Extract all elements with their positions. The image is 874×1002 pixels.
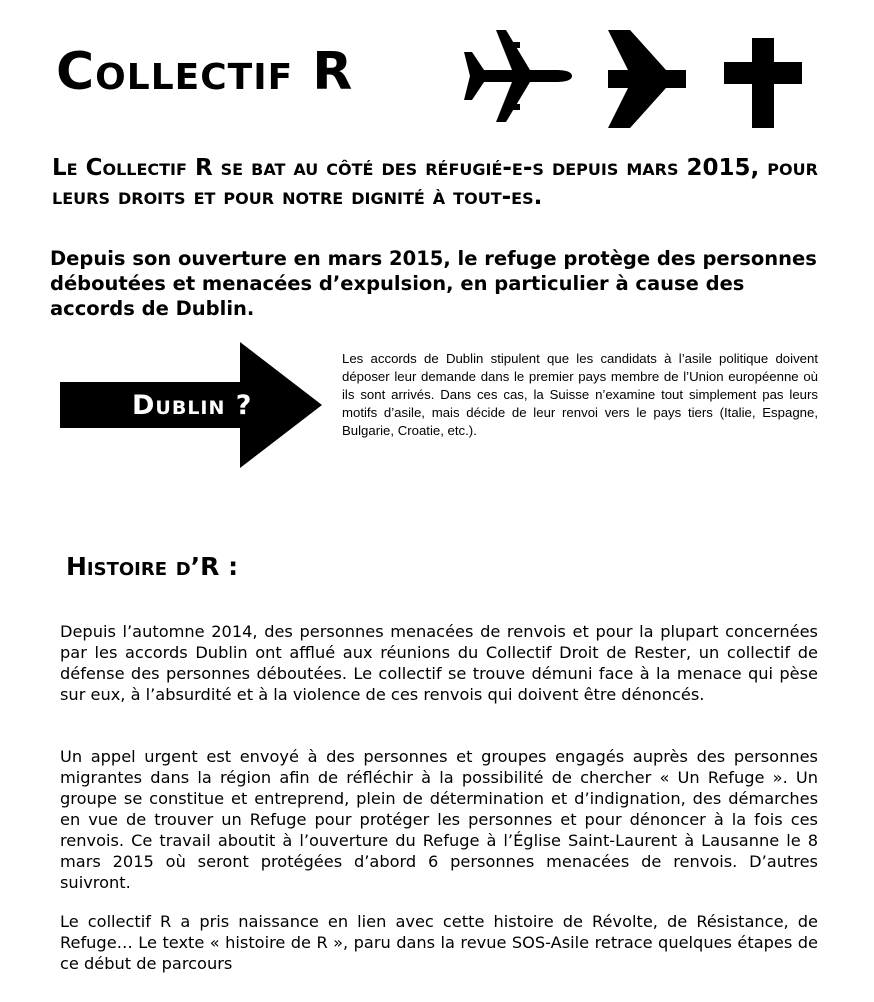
history-paragraph: Le collectif R a pris naissance en lien avec cette histoire de Révolte, de Résistance, de Refuge… Le texte « histoire de R », paru dans la revue SOS-Asile retrace quelques étapes de ce début de parcours (60, 912, 818, 973)
cross-icon (724, 38, 802, 128)
airplane-icon (464, 30, 572, 122)
section-title-history: Histoire d’R : (66, 552, 239, 581)
intro-statement: Le Collectif R se bat au côté des réfugié-e-s depuis mars 2015, pour leurs droits et pour notre dignité à tout-es. (52, 155, 818, 210)
history-paragraph: Depuis l’automne 2014, des personnes menacées de renvois et pour la plupart concernées par les accords Dublin ont afflué aux réunions du Collectif Droit de Rester, un collectif de défense des personnes déboutées. Le collectif se trouve démuni face à la menace qui pèse sur eux, à l’absurdité et à la violence de ces renvois qui doivent être dénoncés. (60, 622, 818, 704)
dublin-note: Les accords de Dublin stipulent que les candidats à l’asile politique doivent déposer leur demande dans le premier pays membre de l’Union européenne où ils sont arrivés. Dans ces cas, la Suisse n’examine tout simplement pas leurs motifs d’asile, mais décide de leur renvoi vers le pays tiers (Italie, Espagne, Bulgarie, Croatie, etc.). (342, 351, 818, 438)
dublin-label: Dublin ? (132, 390, 253, 421)
header-icons (458, 22, 808, 132)
lead-paragraph: Depuis son ouverture en mars 2015, le refuge protège des personnes déboutées et menacées d’expulsion, en particulier à cause des accords de Dublin. (50, 247, 817, 320)
history-paragraph: Un appel urgent est envoyé à des personnes et groupes engagés auprès des personnes migrantes dans la région afin de réfléchir à la possibilité de chercher « Un Refuge ». Un groupe se constitue et entreprend, plein de détermination et d’indignation, des démarches en vue de trouver un Refuge pour protéger les personnes et pour dénoncer à la fois ces renvois. Ce travail aboutit à l’ouverture du Refuge à l’Église Saint-Laurent à Lausanne le 8 mars 2015 où seront protégées d’abord 6 personnes menacées de renvois. D’autres suivront. (60, 747, 818, 892)
arrow-right-icon (608, 30, 686, 128)
page-title: Collectif R (56, 42, 354, 102)
